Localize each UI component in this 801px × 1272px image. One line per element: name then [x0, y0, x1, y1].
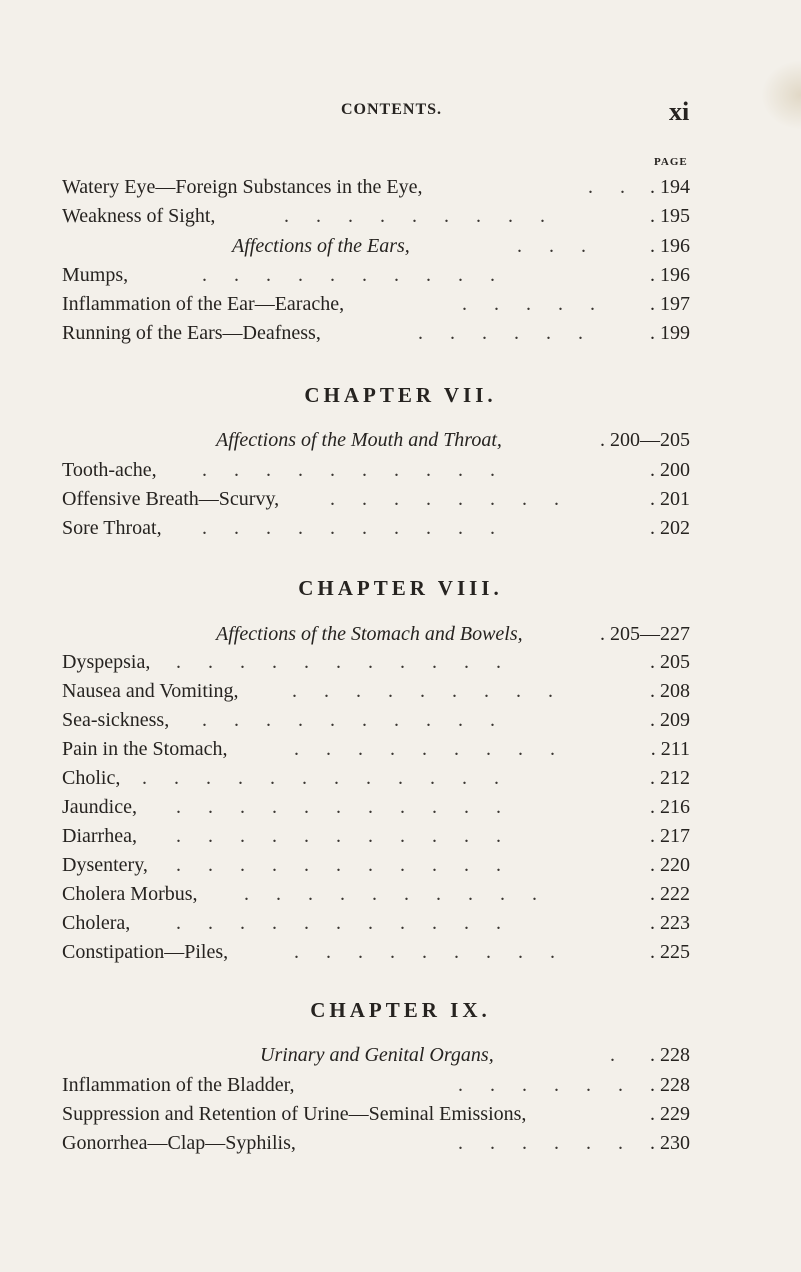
chapter-heading: CHAPTER VII. [304, 383, 497, 407]
toc-entry-leader: . . . . . . . . . [294, 738, 566, 760]
toc-entry-title: Mumps, [62, 264, 129, 286]
toc-entry-page: . 212 [650, 767, 690, 789]
toc-entry-section-heading [62, 1041, 690, 1069]
toc-entry [62, 880, 690, 908]
toc-section-heading-title: Affections of the Ears, [232, 235, 410, 257]
toc-entry [62, 456, 690, 484]
toc-entry-page: . 222 [650, 883, 690, 905]
toc-entry-leader: . . . . . . . . [330, 488, 570, 510]
toc-entry-page: . 211 [650, 738, 690, 760]
toc-entry-title: Inflammation of the Bladder, [62, 1074, 295, 1096]
toc-entry-leader: . . . . . . . . . [292, 680, 564, 702]
toc-entry-page: . 217 [650, 825, 690, 847]
toc-entry [62, 938, 690, 966]
toc-entry-leader: . . . . . . . . . [284, 205, 556, 227]
toc-entry-leader: . . . . . . . . . . . [176, 912, 512, 934]
toc-entry-page: . 228 [650, 1044, 690, 1066]
toc-entry-page: . 202 [650, 517, 690, 539]
toc-entry [62, 1100, 690, 1128]
toc-entry-page: . 196 [650, 264, 690, 286]
toc-entry-leader: . . . . . [462, 293, 606, 315]
page-folio: xi [669, 97, 690, 126]
toc-entry-title: Suppression and Retention of Urine—Seminal Emissions, [62, 1103, 527, 1125]
toc-entry [62, 822, 690, 850]
toc-entry-leader: . . . . . . . . . . . [176, 825, 512, 847]
toc-entry-leader: . . . . . . . . . . [202, 517, 506, 539]
toc-entry-page: . 223 [650, 912, 690, 934]
toc-entry-leader: . . . . . . . . . . . [176, 796, 512, 818]
toc-entry-title: Cholic, [62, 767, 121, 789]
chapter-heading: CHAPTER IX. [310, 998, 491, 1022]
toc-entry-page: . 205—227 [600, 623, 690, 645]
toc-entry [62, 648, 690, 676]
toc-entry [62, 319, 690, 347]
toc-entry [62, 485, 690, 513]
toc-entry-page: . 205 [650, 651, 690, 673]
toc-entry-page: . 228 [650, 1074, 690, 1096]
toc-entry-page: . 216 [650, 796, 690, 818]
page-column-label: PAGE [654, 156, 688, 168]
toc-entry-page: . 196 [650, 235, 690, 257]
toc-entry-title: Cholera, [62, 912, 131, 934]
toc-entry [62, 261, 690, 289]
toc-entry-title: Sea-sickness, [62, 709, 170, 731]
toc-entry-title: Dyspepsia, [62, 651, 151, 673]
toc-entry-page: . 229 [650, 1103, 690, 1125]
toc-entry-page: . 220 [650, 854, 690, 876]
toc-entry-page: . 201 [650, 488, 690, 510]
toc-entry-page: . 194 [650, 176, 690, 198]
chapter-heading: CHAPTER VIII. [298, 576, 503, 600]
toc-entry-page: . 208 [650, 680, 690, 702]
toc-entry [62, 290, 690, 318]
toc-section-heading-title: Affections of the Stomach and Bowels, [216, 623, 523, 645]
toc-entry [62, 735, 690, 763]
toc-entry-title: Nausea and Vomiting, [62, 680, 239, 702]
toc-entry-leader: . . . . . . [418, 322, 594, 344]
toc-entry [62, 677, 690, 705]
toc-entry-page: . 199 [650, 322, 690, 344]
toc-entry-page: . 197 [650, 293, 690, 315]
toc-entry-leader: . . . . . . . . . . [202, 459, 506, 481]
toc-entry-leader: . . . . . . . . . . . [176, 651, 512, 673]
toc-entry [62, 909, 690, 937]
toc-entry [62, 1071, 690, 1099]
toc-entry-title: Offensive Breath—Scurvy, [62, 488, 280, 510]
toc-entry-leader: . . [588, 176, 636, 198]
toc-entry-title: Constipation—Piles, [62, 941, 229, 963]
toc-entry-leader: . . . . . . . . . . [202, 709, 506, 731]
toc-entry [62, 706, 690, 734]
toc-entry-page: . 230 [650, 1132, 690, 1154]
toc-entry-leader: . . . [517, 235, 597, 257]
toc-entry-leader: . . . . . . . . . . [244, 883, 548, 905]
toc-entry-leader: . . . . . . [458, 1074, 634, 1096]
toc-entry [62, 202, 690, 230]
toc-entry-section-heading [62, 620, 690, 648]
toc-entry-title: Weakness of Sight, [62, 205, 216, 227]
toc-entry-title: Gonorrhea—Clap—Syphilis, [62, 1132, 296, 1154]
toc-entry [62, 1129, 690, 1157]
toc-entry-leader: . . . . . . . . . . . [176, 854, 512, 876]
toc-entry [62, 514, 690, 542]
toc-entry-section-heading [62, 426, 690, 454]
toc-entry-leader: . . . . . . [458, 1132, 634, 1154]
toc-entry-page: . 209 [650, 709, 690, 731]
toc-entry-title: Watery Eye—Foreign Substances in the Eye, [62, 176, 423, 198]
toc-section-heading-title: Urinary and Genital Organs, [260, 1044, 494, 1066]
toc-entry-page: . 200 [650, 459, 690, 481]
toc-entry [62, 793, 690, 821]
toc-entry-title: Sore Throat, [62, 517, 162, 539]
toc-entry-title: Cholera Morbus, [62, 883, 198, 905]
toc-entry-section-heading [62, 232, 690, 260]
toc-entry-title: Running of the Ears—Deafness, [62, 322, 321, 344]
toc-section-heading-title: Affections of the Mouth and Throat, [216, 429, 502, 451]
toc-entry-title: Pain in the Stomach, [62, 738, 228, 760]
running-title: CONTENTS. [341, 101, 443, 118]
toc-entry-leader: . [610, 1044, 626, 1066]
toc-entry-title: Tooth-ache, [62, 459, 157, 481]
toc-entry-title: Inflammation of the Ear—Earache, [62, 293, 345, 315]
toc-entry [62, 764, 690, 792]
toc-entry-page: . 195 [650, 205, 690, 227]
toc-entry-leader: . . . . . . . . . . [202, 264, 506, 286]
toc-entry [62, 173, 690, 201]
toc-entry-page: . 200—205 [600, 429, 690, 451]
toc-entry [62, 851, 690, 879]
toc-entry-title: Dysentery, [62, 854, 148, 876]
toc-entry-leader: . . . . . . . . . [294, 941, 566, 963]
running-head [0, 97, 801, 127]
toc-entry-title: Jaundice, [62, 796, 137, 818]
toc-entry-page: . 225 [650, 941, 690, 963]
toc-entry-leader: . . . . . . . . . . . . [142, 767, 510, 789]
toc-entry-title: Diarrhea, [62, 825, 137, 847]
